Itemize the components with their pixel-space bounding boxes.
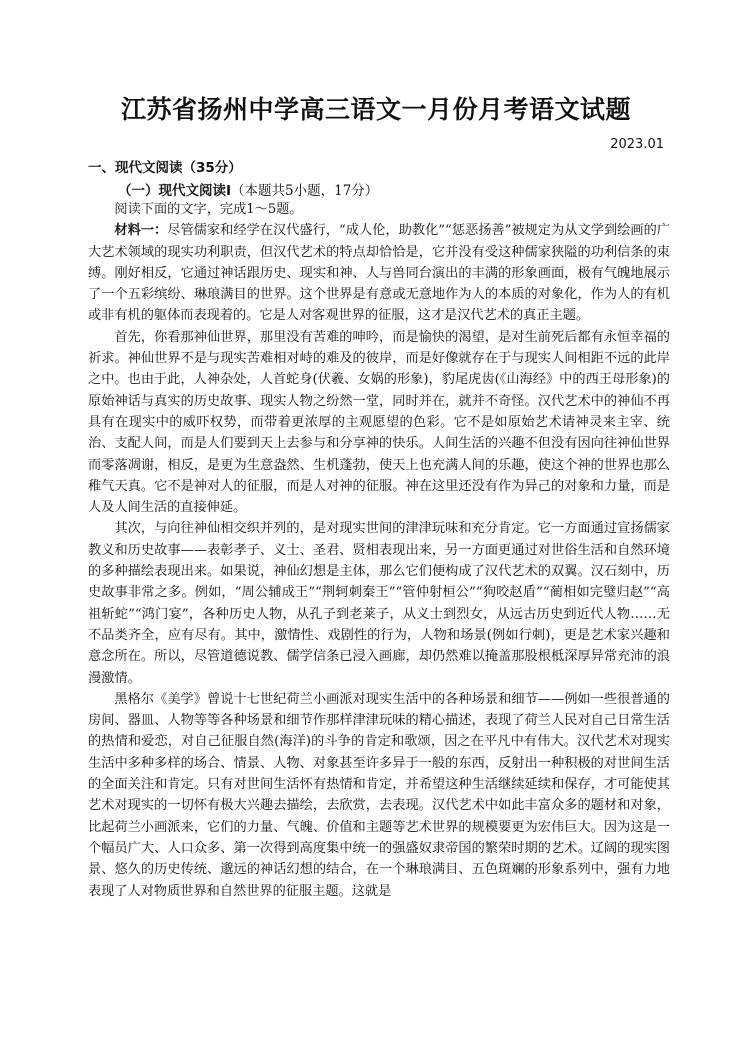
sub-heading-title: （一）现代文阅读Ⅰ: [118, 183, 232, 199]
paragraph: [88, 220, 670, 326]
exam-date: 2023.01: [610, 137, 664, 152]
sub-heading-note: （本题共5小题，17分）: [231, 183, 379, 199]
page-title: 江苏省扬州中学高三语文一月份月考语文试题: [120, 95, 631, 124]
material-label: 材料一：: [114, 223, 168, 239]
section-heading: 一、现代文阅读（35分）: [88, 160, 242, 176]
paragraph-text: 尽管儒家和经学在汉代盛行，“成人伦，助教化”“惩恶扬善”被规定为从文学到绘画的广大艺术领域的现实功利职责，但汉代艺术的特点却恰恰是，它并没有受这种儒家狭隘的功利信条的束缚。刚好相反，它通过神话跟历史、现实和神、人与兽同台演出的丰满的形象画面，极有气魄地展示了一个五彩缤纷、琳琅满目的世界。这个世界是有意或无意地作为人的本质的对象化，作为人的有机或非有机的躯体而表现着的。它是人对客观世界的征服，这才是汉代艺术的真正主题。: [88, 223, 670, 324]
paragraph: 黑格尔《美学》曾说十七世纪荷兰小画派对现实生活中的各种场景和细节——例如一些很普通的房间、器皿、人物等等各种场景和细节作那样津津玩味的精心描述，表现了荷兰人民对自己日常生活的热情和爱恋，对自己征服自然(海洋)的斗争的肯定和歌颂，因之在平凡中有伟大。汉代艺术对现实生活中多种多样的场合、情景、人物、对象甚至许多异于一般的东西，反射出一种积极的对世间生活的全面关注和肯定。只有对世间生活怀有热情和肯定，并希望这种生活继续延续和保存，才可能使其艺术对现实的一切怀有极大兴趣去描绘，去欣赏，去表现。汉代艺术中如此丰富众多的题材和对象，比起荷兰小画派来，它们的力量、气魄、价值和主题等艺术世界的规模要更为宏伟巨大。因为这是一个幅员广大、人口众多、第一次得到高度集中统一的强盛奴隶帝国的繁荣时期的艺术。辽阔的现实图景、悠久的历史传统、邈远的神话幻想的结合，在一个琳琅满目、五色斑斓的形象系列中，强有力地表现了人对物质世界和自然世界的征服主题。这就是: [88, 691, 670, 899]
sub-heading: [118, 179, 378, 199]
paragraph: 首先，你看那神仙世界，那里没有苦难的呻吟，而是愉快的渴望，是对生前死后都有永恒幸福的祈求。神仙世界不是与现实苦难相对峙的难及的彼岸，而是好像就存在于与现实人间相距不远的此岸之中。也由于此，人神杂处，人首蛇身(伏羲、女娲的形象)，豹尾虎齿(《山海经》中的西王母形象)的原始神话与真实的历史故事、现实人物之纷然一堂，同时并在，就并不奇怪。汉代艺术中的神仙不再具有在现实中的威吓权势，而带着更浓厚的主观愿望的色彩。它不是如原始艺术请神灵来主宰、统治、支配人间，而是人们要到天上去参与和分享神的快乐。人间生活的兴趣不但没有因向往神仙世界而零落凋谢，相反，是更为生意盎然、生机蓬勃，使天上也充满人间的乐趣，使这个神的世界也那么稚气天真。它不是神对人的征服，而是人对神的征服。神在这里还没有作为异己的对象和力量，而是人及人间生活的直接伸延。: [88, 329, 670, 516]
paragraph: 其次，与向往神仙相交织并列的，是对现实世间的津津玩味和充分肯定。它一方面通过宣扬儒家教义和历史故事——表彰孝子、义士、圣君、贤相表现出来，另一方面更通过对世俗生活和自然环境的多种描绘表现出来。如果说，神仙幻想是主体，那么它们便构成了汉代艺术的双翼。汉石刻中，历史故事非常之多。例如，“周公辅成王”“荆轲刺秦王”“管仲射桓公”“狗咬赵盾”“蔺相如完璧归赵”“高祖斩蛇”“鸿门宴”，各种历史人物，从孔子到老莱子，从义士到烈女，从远古历史到近代人物……无不品类齐全，应有尽有。其中，激情性、戏剧性的行为，人物和场景(例如行刺)，更是艺术家兴趣和意念所在。所以，尽管道德说教、儒学信条已浸入画廊，却仍然难以掩盖那股根柢深厚异常充沛的浪漫激情。: [88, 521, 670, 686]
reading-passage: [88, 199, 670, 902]
instruction-text: 阅读下面的文字，完成1～5题。: [114, 202, 303, 217]
